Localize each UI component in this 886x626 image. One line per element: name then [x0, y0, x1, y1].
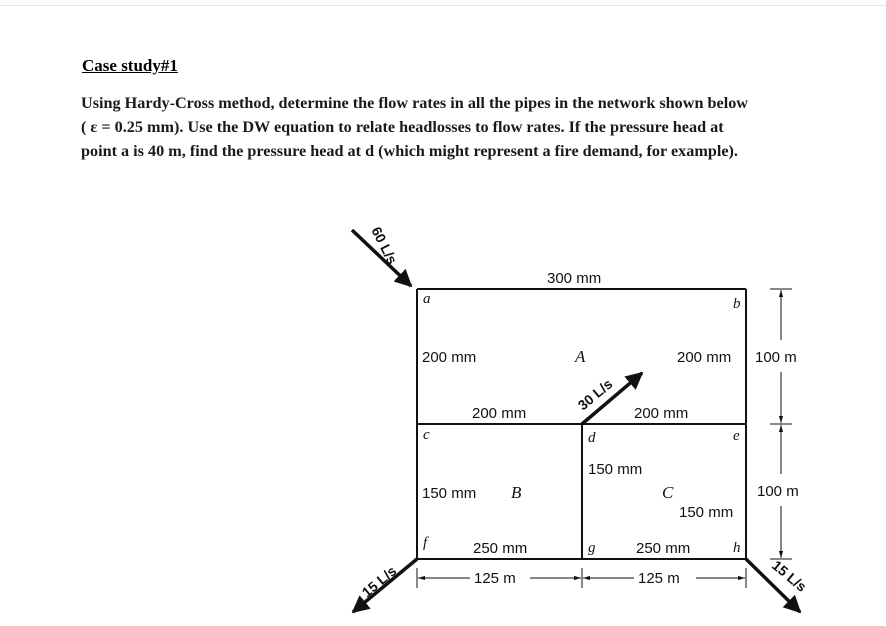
loop-b-label: B: [511, 483, 522, 502]
problem-line-2: ( ε = 0.25 mm). Use the DW equation to relate headlosses to flow rates. If the pressure head at: [81, 118, 724, 136]
node-a-label: a: [423, 291, 431, 307]
pipe-ab-diameter: 300 mm: [547, 270, 602, 287]
dimension-top-height: 100 m: [755, 349, 797, 366]
dimension-left-length: 125 m: [474, 570, 516, 587]
node-h-label: h: [733, 540, 741, 556]
dimension-right-length: 125 m: [638, 570, 680, 587]
pipe-cd-diameter: 200 mm: [472, 405, 527, 422]
node-g-label: g: [588, 540, 596, 556]
loop-a-label: A: [575, 347, 586, 366]
pipe-gh-diameter: 250 mm: [636, 540, 691, 557]
outflow-f-label: 15 L/s: [358, 562, 400, 601]
node-b-label: b: [733, 296, 741, 312]
pipe-ac-diameter: 200 mm: [422, 349, 477, 366]
pipe-eh-diameter: 150 mm: [679, 504, 734, 521]
pipe-fg-diameter: 250 mm: [473, 540, 528, 557]
problem-line-1: Using Hardy-Cross method, determine the flow rates in all the pipes in the network shown below: [81, 94, 748, 112]
outflow-d-label: 30 L/s: [574, 375, 616, 414]
pipe-be-diameter: 200 mm: [677, 349, 732, 366]
node-f-label: f: [423, 535, 428, 551]
pipe-cf-diameter: 150 mm: [422, 485, 477, 502]
problem-line-3: point a is 40 m, find the pressure head at d (which might represent a fire demand, for example).: [81, 142, 738, 160]
dimension-bottom-height: 100 m: [757, 483, 799, 500]
pipe-dg-diameter: 150 mm: [588, 461, 643, 478]
node-e-label: e: [733, 428, 740, 444]
pipe-de-diameter: 200 mm: [634, 405, 689, 422]
node-d-label: d: [588, 430, 596, 446]
node-c-label: c: [423, 427, 430, 443]
case-study-heading: Case study#1: [82, 56, 178, 75]
loop-c-label: C: [662, 483, 674, 502]
outflow-h-label: 15 L/s: [769, 557, 810, 595]
inflow-a-label: 60 L/s: [368, 224, 401, 267]
